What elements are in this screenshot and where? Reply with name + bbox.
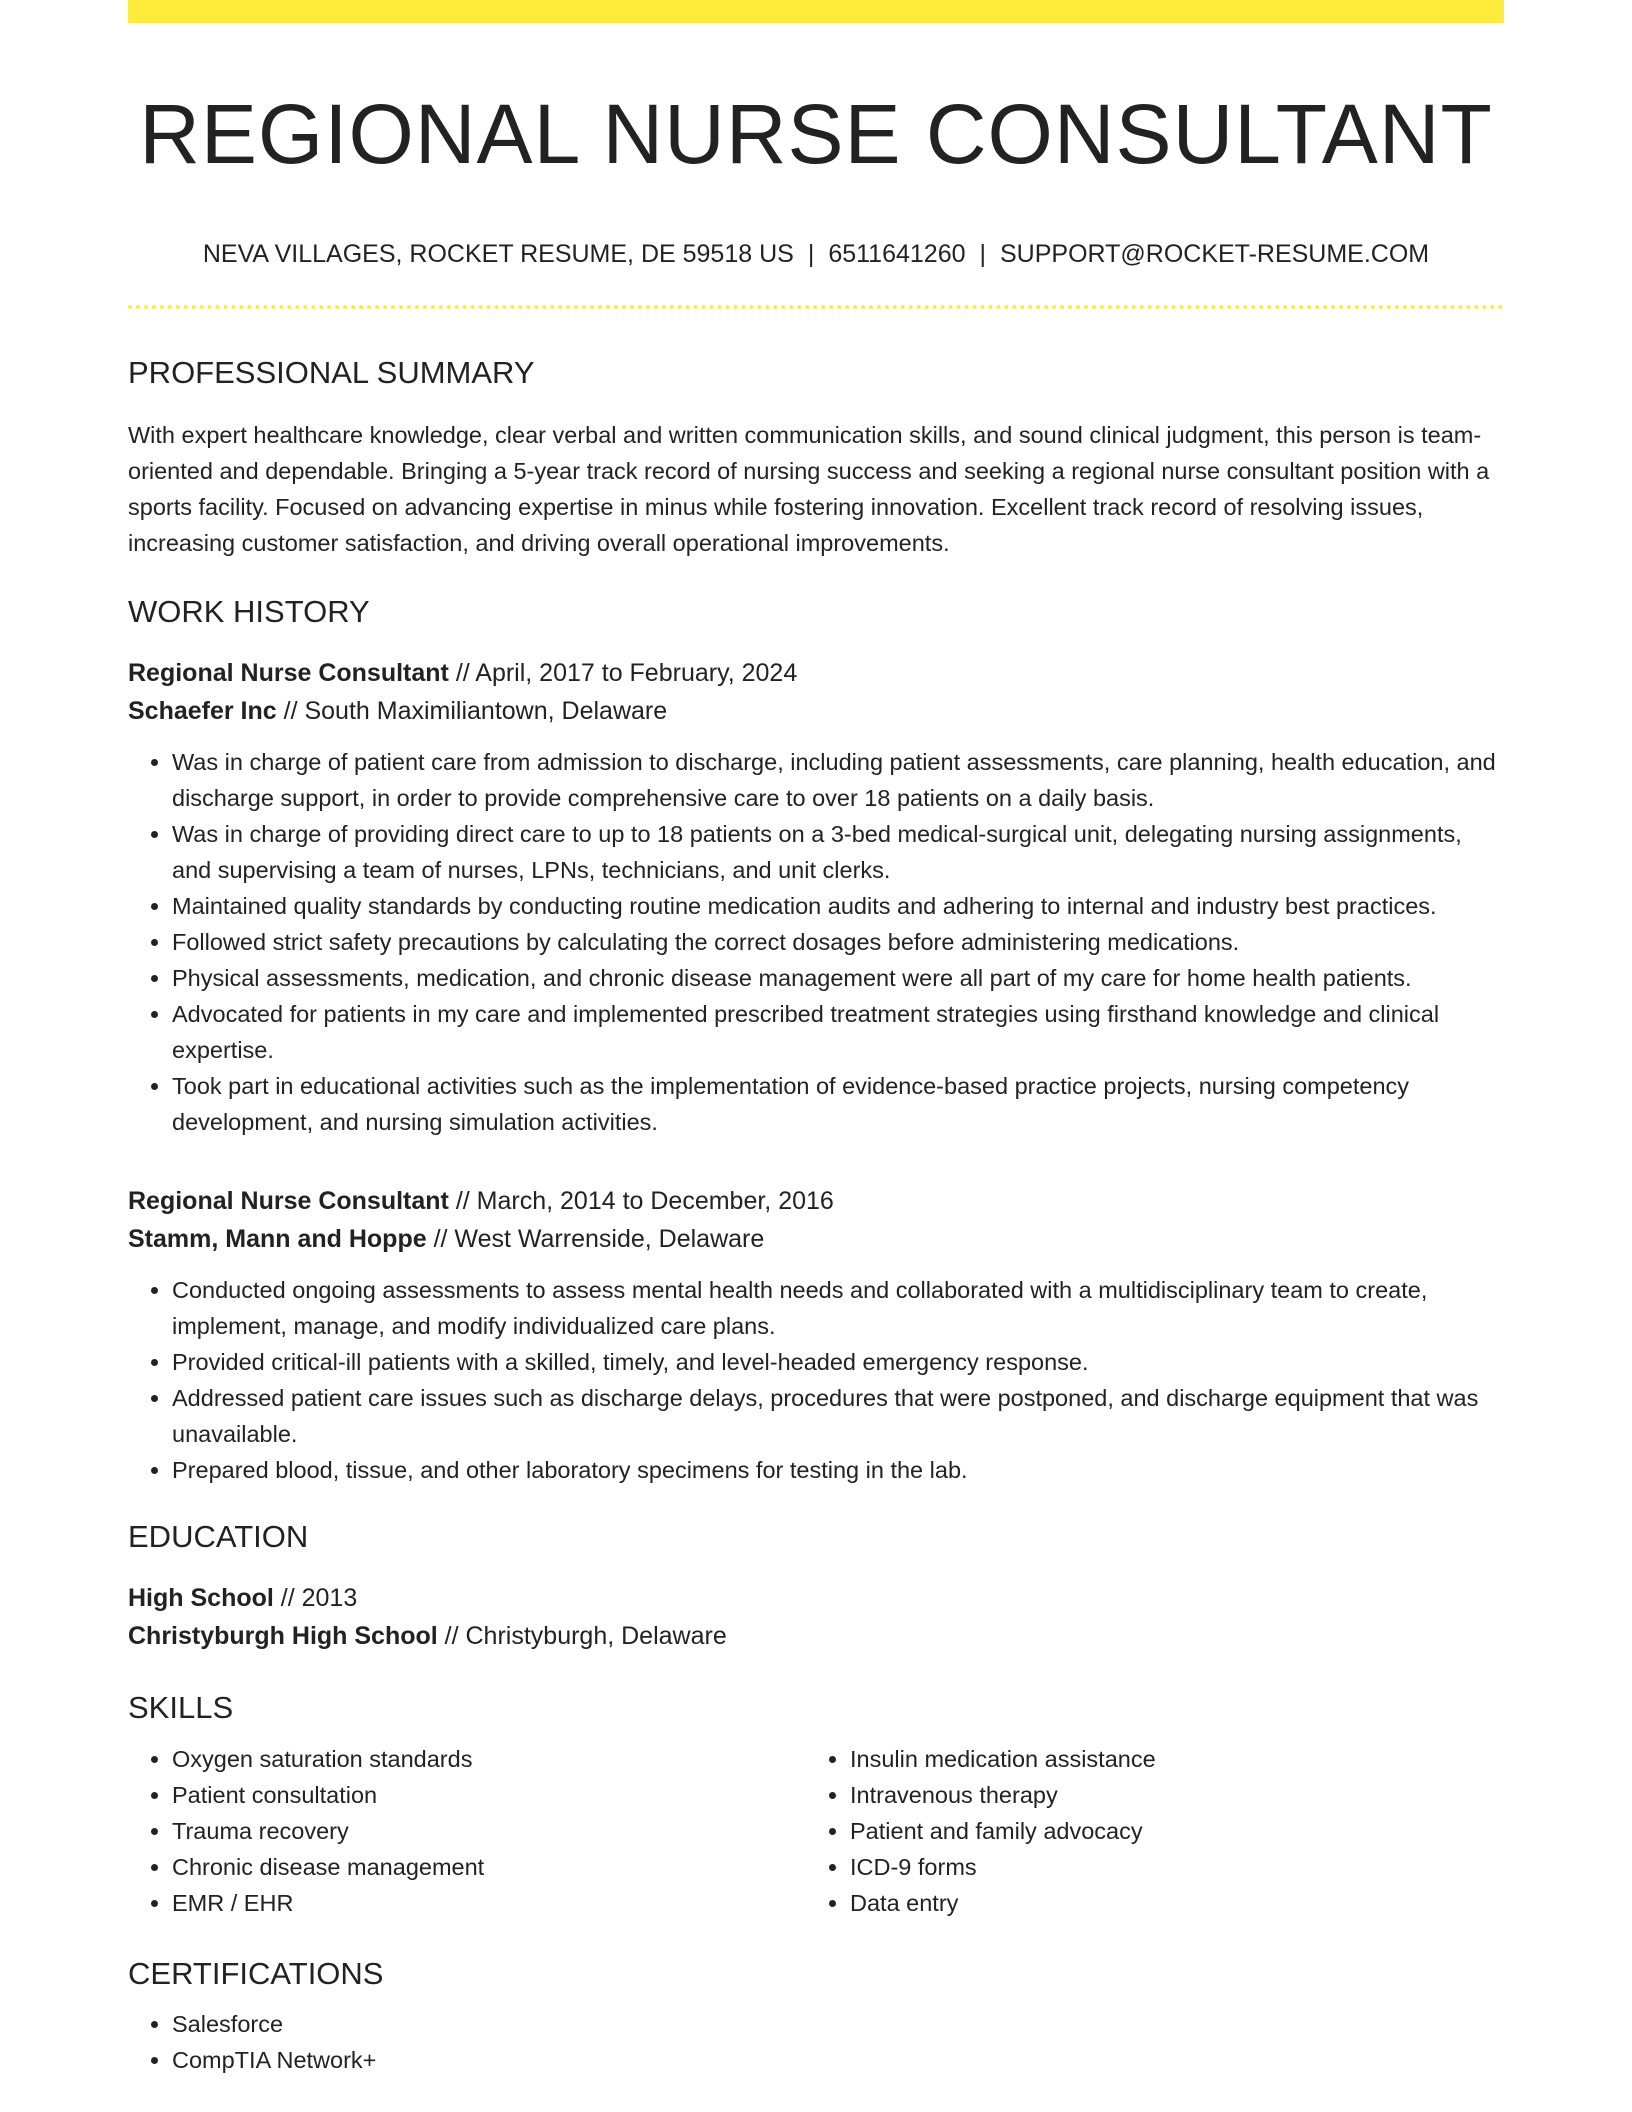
job-location: // West Warrenside, Delaware [426,1225,765,1254]
skill-item: • Data entry [850,1885,1504,1921]
job-entry [128,654,1504,1140]
education-school: Christyburgh High School [128,1622,438,1651]
skill-item: • Trauma recovery [172,1813,806,1849]
section-title-summary: PROFESSIONAL SUMMARY [128,354,535,390]
skill-item: • Patient consultation [172,1777,806,1813]
resume-page [128,0,1504,2078]
education-degree: High School [128,1584,274,1613]
job-bullets [128,1272,1504,1488]
contact-separator: | [979,239,986,268]
job-role: Regional Nurse Consultant [128,1187,449,1216]
job-company: Schaefer Inc [128,697,277,726]
contact-email: SUPPORT@ROCKET-RESUME.COM [1000,239,1430,268]
education-school-line [128,1617,1504,1655]
skill-item: • Insulin medication assistance [850,1741,1504,1777]
job-company: Stamm, Mann and Hoppe [128,1225,427,1254]
contact-line [128,239,1504,269]
job-bullet: • Conducted ongoing assessments to assess mental health needs and collaborated with a multidisciplinary team to create, implement, manage, and modify individualized care plans. [172,1272,1504,1344]
contact-separator: | [807,239,815,268]
certification-item: • CompTIA Network+ [172,2042,1504,2078]
skill-item: • ICD-9 forms [850,1849,1504,1885]
job-role-line [128,1182,1504,1220]
job-bullet: • Prepared blood, tissue, and other laboratory specimens for testing in the lab. [172,1452,1504,1488]
skill-item: • Intravenous therapy [850,1777,1504,1813]
section-title-skills: SKILLS [128,1690,234,1726]
top-accent-bar [128,0,1504,23]
job-bullet: • Was in charge of providing direct care to up to 18 patients on a 3-bed medical-surgical unit, delegating nursing assignments, and supervising a team of nurses, LPNs, technicians, and unit clerks. [172,816,1504,888]
job-bullet: • Addressed patient care issues such as discharge delays, procedures that were postponed, and discharge equipment that was unavailable. [172,1380,1504,1452]
job-dates: // March, 2014 to December, 2016 [448,1187,834,1216]
skill-item: • Oxygen saturation standards [172,1741,806,1777]
job-entry [128,1182,1504,1488]
skills-column-right [806,1741,1504,1921]
skill-item: • Patient and family advocacy [850,1813,1504,1849]
job-bullet: • Provided critical-ill patients with a skilled, timely, and level-headed emergency response. [172,1344,1504,1380]
skills-column-left [128,1741,806,1921]
job-role: Regional Nurse Consultant [128,659,449,688]
job-company-line [128,1220,1504,1258]
skill-item: • Chronic disease management [172,1849,806,1885]
job-role-line [128,654,1504,692]
summary-text: With expert healthcare knowledge, clear verbal and written communication skills, and sound clinical judgment, this person is team-oriented and dependable. Bringing a 5-year track record of nursing success and seeking a regional nurse consultant position with a sports facility. Focused on advancing expertise in minus while fostering innovation. Excellent track record of resolving issues, increasing customer satisfaction, and driving overall operational improvements. [128,421,1490,556]
certification-item: • Salesforce [172,2006,1504,2042]
education-degree-line [128,1579,1504,1617]
section-title-certifications: CERTIFICATIONS [128,1955,384,1991]
job-company-line [128,692,1504,730]
education-year: // 2013 [273,1584,358,1613]
section-title-education: EDUCATION [128,1519,309,1555]
dotted-divider [128,305,1504,309]
resume-title: REGIONAL NURSE CONSULTANT [139,87,1493,181]
job-bullet: • Maintained quality standards by conducting routine medication audits and adhering to internal and industry best practices. [172,888,1504,924]
skills-grid [128,1741,1504,1921]
section-title-work-history: WORK HISTORY [128,593,370,629]
education-location: // Christyburgh, Delaware [437,1622,727,1651]
job-dates: // April, 2017 to February, 2024 [448,659,798,688]
contact-phone: 6511641260 [828,239,966,268]
certification-list [128,2006,1504,2078]
job-bullets [128,744,1504,1140]
job-bullet: • Followed strict safety precautions by calculating the correct dosages before administering medications. [172,924,1504,960]
job-bullet: • Physical assessments, medication, and chronic disease management were all part of my care for home health patients. [172,960,1504,996]
contact-address: NEVA VILLAGES, ROCKET RESUME, DE 59518 US [202,239,794,268]
education-entry [128,1579,1504,1655]
job-bullet: • Took part in educational activities such as the implementation of evidence-based practice projects, nursing competency development, and nursing simulation activities. [172,1068,1504,1140]
job-location: // South Maximiliantown, Delaware [276,697,668,726]
job-bullet: • Was in charge of patient care from admission to discharge, including patient assessments, care planning, health education, and discharge support, in order to provide comprehensive care to over 18 patients on a daily basis. [172,744,1504,816]
skill-item: • EMR / EHR [172,1885,806,1921]
job-bullet: • Advocated for patients in my care and implemented prescribed treatment strategies using firsthand knowledge and clinical expertise. [172,996,1504,1068]
